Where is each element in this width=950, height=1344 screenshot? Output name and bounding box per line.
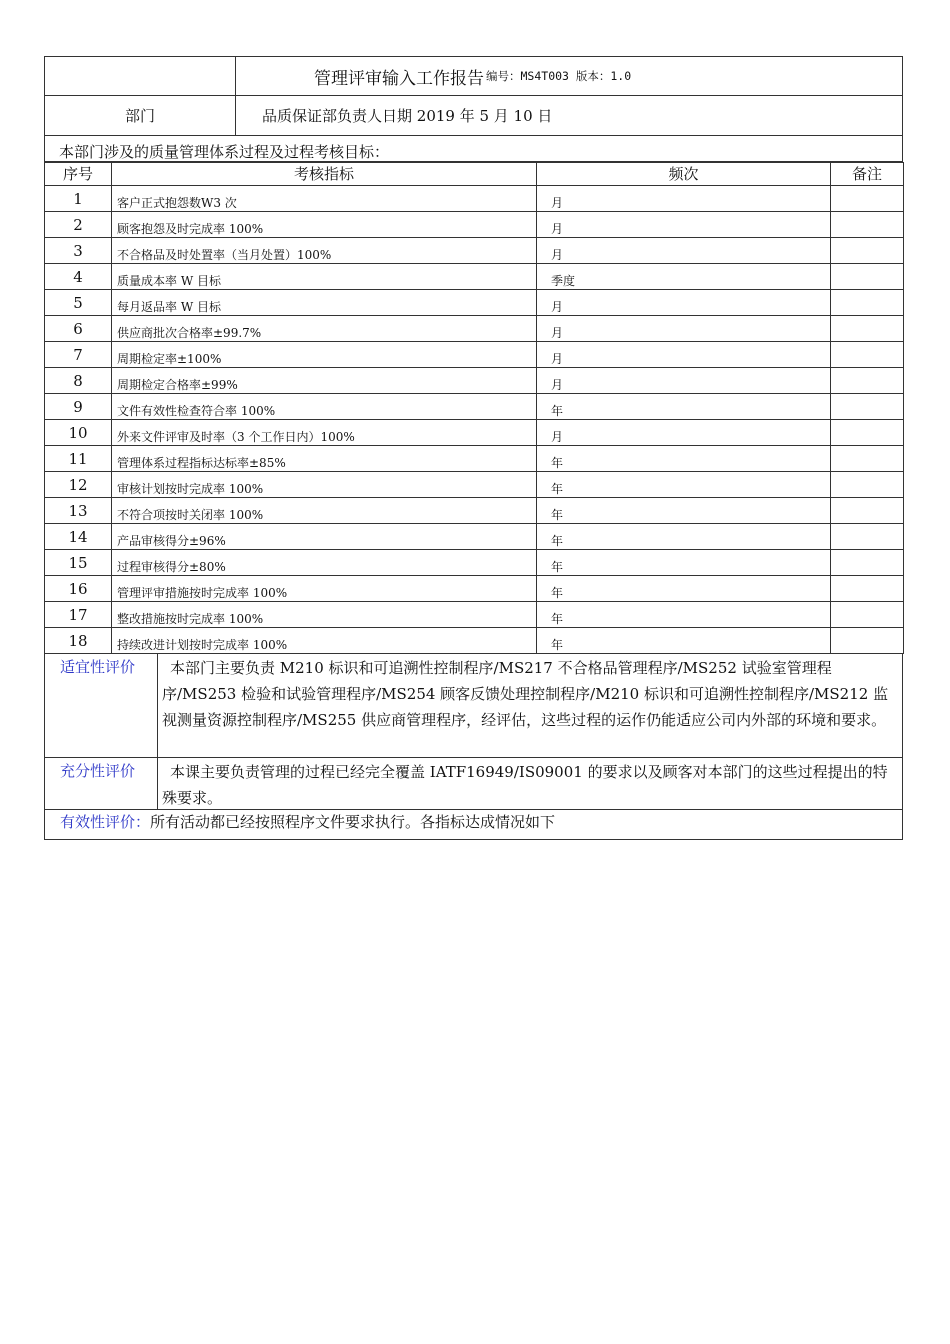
report-document [44, 56, 903, 840]
table-row [45, 550, 904, 576]
row-note [831, 238, 904, 264]
row-frequency: 月 [537, 212, 831, 238]
row-note [831, 394, 904, 420]
row-indicator: 客户正式抱怨数W3 次 [112, 186, 537, 212]
suitability-label: 适宜性评价 [45, 654, 158, 757]
row-note [831, 290, 904, 316]
row-indicator: 供应商批次合格率±99.7% [112, 316, 537, 342]
row-frequency: 年 [537, 576, 831, 602]
department-info: 品质保证部负责人日期 2019 年 5 月 10 日 [262, 107, 553, 125]
table-row [45, 290, 904, 316]
row-frequency: 年 [537, 550, 831, 576]
title-cell [236, 57, 902, 95]
row-note [831, 264, 904, 290]
adequacy-label: 充分性评价 [45, 758, 158, 809]
row-frequency: 年 [537, 602, 831, 628]
suitability-evaluation [44, 654, 903, 758]
row-number: 6 [45, 316, 112, 342]
table-row [45, 264, 904, 290]
department-label: 部门 [45, 96, 236, 135]
report-code: 编号：MS4T003 版本：1.0 [486, 69, 632, 83]
table-row [45, 186, 904, 212]
suitability-text: 本部门主要负责 M210 标识和可追溯性控制程序/MS217 不合格品管理程序/MS252 试验室管理程序/MS253 检验和试验管理程序/MS254 顾客反馈处理控制程序/M210 标识和可追溯性控制程序/MS212 监视测量资源控制程序/MS255 供应商管理程序，经评估，这些过程的运作仍能适应公司内外部的环境和要求。 [162, 659, 889, 729]
table-row [45, 576, 904, 602]
row-indicator: 质量成本率 W 目标 [112, 264, 537, 290]
row-number: 4 [45, 264, 112, 290]
row-frequency: 季度 [537, 264, 831, 290]
row-frequency: 年 [537, 498, 831, 524]
row-number: 9 [45, 394, 112, 420]
report-title: 管理评审输入工作报告 [314, 68, 484, 89]
row-note [831, 368, 904, 394]
col-header-indicator: 考核指标 [112, 163, 537, 186]
row-indicator: 审核计划按时完成率 100% [112, 472, 537, 498]
table-row [45, 316, 904, 342]
table-row [45, 394, 904, 420]
kpi-table [44, 162, 904, 654]
row-frequency: 月 [537, 290, 831, 316]
row-indicator: 管理体系过程指标达标率±85% [112, 446, 537, 472]
adequacy-text: 本课主要负责管理的过程已经完全覆盖 IATF16949/IS09001 的要求以及顾客对本部门的这些过程提出的特殊要求。 [162, 763, 888, 807]
row-indicator: 不合格品及时处置率（当月处置）100% [112, 238, 537, 264]
table-row [45, 446, 904, 472]
row-note [831, 316, 904, 342]
row-number: 12 [45, 472, 112, 498]
row-note [831, 628, 904, 654]
col-header-frequency: 频次 [537, 163, 831, 186]
row-number: 15 [45, 550, 112, 576]
table-row [45, 342, 904, 368]
row-frequency: 年 [537, 628, 831, 654]
row-indicator: 周期检定合格率±99% [112, 368, 537, 394]
table-row [45, 602, 904, 628]
row-number: 1 [45, 186, 112, 212]
row-note [831, 550, 904, 576]
effectiveness-label: 有效性评价： [60, 813, 151, 831]
row-number: 16 [45, 576, 112, 602]
table-row [45, 498, 904, 524]
table-row [45, 420, 904, 446]
row-number: 8 [45, 368, 112, 394]
row-number: 3 [45, 238, 112, 264]
row-frequency: 月 [537, 238, 831, 264]
row-frequency: 月 [537, 368, 831, 394]
section-intro: 本部门涉及的质量管理体系过程及过程考核目标： [44, 136, 903, 162]
row-number: 14 [45, 524, 112, 550]
col-header-no: 序号 [45, 163, 112, 186]
row-number: 5 [45, 290, 112, 316]
row-note [831, 446, 904, 472]
row-note [831, 212, 904, 238]
title-left-cell [45, 57, 236, 95]
table-row [45, 238, 904, 264]
row-indicator: 管理评审措施按时完成率 100% [112, 576, 537, 602]
row-frequency: 年 [537, 394, 831, 420]
row-note [831, 524, 904, 550]
row-indicator: 每月返品率 W 目标 [112, 290, 537, 316]
row-number: 10 [45, 420, 112, 446]
row-note [831, 576, 904, 602]
row-frequency: 月 [537, 186, 831, 212]
effectiveness-text: 所有活动都已经按照程序文件要求执行。各指标达成情况如下 [150, 813, 556, 831]
row-frequency: 月 [537, 420, 831, 446]
table-row [45, 472, 904, 498]
row-frequency: 月 [537, 316, 831, 342]
row-frequency: 月 [537, 342, 831, 368]
title-row [44, 56, 903, 96]
col-header-note: 备注 [831, 163, 904, 186]
row-indicator: 顾客抱怨及时完成率 100% [112, 212, 537, 238]
row-frequency: 年 [537, 472, 831, 498]
row-number: 17 [45, 602, 112, 628]
table-row [45, 628, 904, 654]
row-note [831, 472, 904, 498]
row-frequency: 年 [537, 446, 831, 472]
department-row [44, 96, 903, 136]
adequacy-evaluation [44, 758, 903, 810]
row-indicator: 文件有效性检查符合率 100% [112, 394, 537, 420]
row-note [831, 342, 904, 368]
row-indicator: 持续改进计划按时完成率 100% [112, 628, 537, 654]
row-note [831, 420, 904, 446]
row-note [831, 602, 904, 628]
kpi-table-header [45, 163, 904, 186]
row-note [831, 186, 904, 212]
row-number: 7 [45, 342, 112, 368]
table-row [45, 212, 904, 238]
row-indicator: 产品审核得分±96% [112, 524, 537, 550]
department-cell [236, 96, 902, 135]
row-indicator: 周期检定率±100% [112, 342, 537, 368]
row-indicator: 整改措施按时完成率 100% [112, 602, 537, 628]
row-frequency: 年 [537, 524, 831, 550]
row-note [831, 498, 904, 524]
row-number: 18 [45, 628, 112, 654]
table-row [45, 368, 904, 394]
row-indicator: 不符合项按时关闭率 100% [112, 498, 537, 524]
row-indicator: 过程审核得分±80% [112, 550, 537, 576]
effectiveness-evaluation [44, 810, 903, 840]
row-indicator: 外来文件评审及时率（3 个工作日内）100% [112, 420, 537, 446]
table-row [45, 524, 904, 550]
row-number: 11 [45, 446, 112, 472]
row-number: 2 [45, 212, 112, 238]
row-number: 13 [45, 498, 112, 524]
